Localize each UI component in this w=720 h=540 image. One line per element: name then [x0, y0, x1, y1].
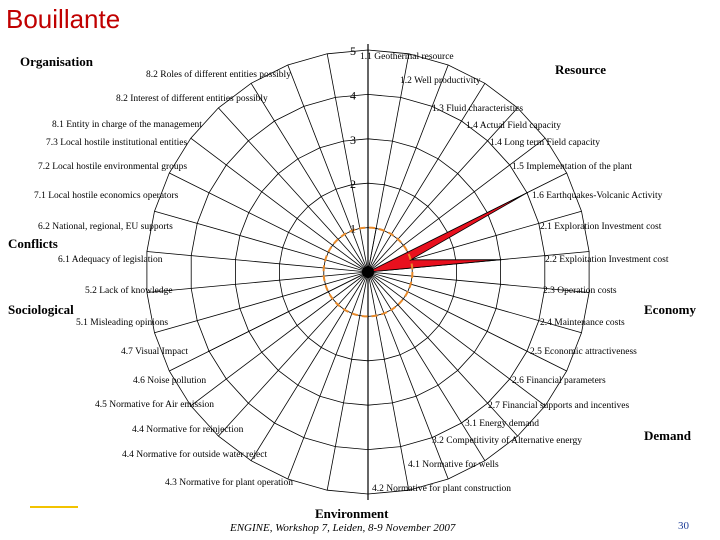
data-point	[500, 259, 502, 261]
axis-label: 6.2 National, regional, EU supports	[38, 222, 173, 232]
axis-label: 1.4 Actual Field capacity	[466, 121, 561, 131]
axis-label: 4.3 Normative for plant operation	[165, 478, 293, 488]
axis-label: 1.3 Fluid characteristics	[432, 104, 524, 114]
axis-label: 1.2 Well productivity	[400, 76, 481, 86]
axis-spoke	[368, 108, 518, 272]
axis-label: 7.2 Local hostile environmental groups	[38, 162, 188, 172]
axis-label: 7.1 Local hostile economics operators	[34, 191, 179, 201]
ring-tick-label: 2	[350, 177, 356, 192]
axis-label: 4.4 Normative for reinjection	[132, 425, 244, 435]
category-organisation: Organisation	[20, 54, 93, 69]
axis-spoke	[147, 252, 368, 273]
ring-tick-label: 4	[350, 88, 356, 103]
page-number: 30	[678, 520, 689, 532]
axis-label: 2.6 Financial parameters	[512, 376, 606, 386]
axis-spoke	[191, 272, 368, 406]
category-sociological: Sociological	[8, 302, 74, 317]
axis-label: 2.4 Maintenance costs	[540, 318, 625, 328]
axis-label: 1.1 Geothermal resource	[360, 52, 454, 62]
axis-label: 2.3 Operation costs	[543, 286, 617, 296]
axis-spoke	[288, 272, 368, 479]
axis-label: 8.2 Roles of different entities possibly	[146, 70, 291, 80]
axis-label: 4.5 Normative for Air emission	[95, 400, 214, 410]
axis-label: 3.1 Energy demand	[465, 419, 539, 429]
data-point	[375, 228, 377, 230]
axis-spoke	[169, 173, 368, 272]
axis-label: 4.7 Visual Impact	[121, 347, 189, 357]
page-title: Bouillante	[6, 4, 121, 34]
axis-label: 2.1 Exploration Investment cost	[540, 222, 662, 232]
axis-spoke	[218, 108, 368, 272]
axis-label: 1.4 Long term Field capacity	[490, 138, 601, 148]
category-environment: Environment	[315, 506, 389, 521]
footer-text: ENGINE, Workshop 7, Leiden, 8-9 November 2007	[230, 522, 456, 534]
category-demand: Demand	[644, 428, 691, 443]
category-economy: Economy	[644, 302, 696, 317]
ring-tick-label: 5	[350, 44, 356, 58]
category-resource: Resource	[555, 62, 607, 77]
axis-label: 4.4 Normative for outside water reject	[122, 450, 268, 460]
axis-spoke	[368, 272, 448, 479]
axis-label: 2.7 Financial supports and incentives	[488, 401, 630, 411]
ring-tick-label: 1	[350, 221, 356, 236]
axis-label: 3.2 Competitivity of Alternative energy	[432, 436, 582, 446]
axis-label: 8.1 Entity in charge of the management	[52, 120, 202, 130]
axis-spoke	[147, 272, 368, 293]
axis-label: 8.2 Interest of different entities possibly	[116, 94, 268, 104]
axis-label: 1.5 Implementation of the plant	[512, 162, 633, 172]
axis-label: 4.1 Normative for wells	[408, 460, 499, 470]
axis-label: 2.5 Economic attractiveness	[530, 347, 637, 357]
data-point	[526, 192, 528, 194]
ring-tick-label: 3	[350, 132, 356, 147]
axis-label: 5.1 Misleading opinions	[76, 318, 169, 328]
axis-spoke	[368, 138, 545, 272]
category-conflicts: Conflicts	[8, 236, 58, 251]
data-point	[208, 350, 210, 352]
axis-label: 7.3 Local hostile institutional entities	[46, 138, 188, 148]
axis-label: 2.2 Exploitation Investment cost	[545, 255, 669, 265]
axis-label: 4.2 Normative for plant construction	[372, 484, 512, 494]
axis-label: 6.1 Adequacy of legislation	[58, 255, 163, 265]
axis-label: 5.2 Lack of knowledge	[85, 286, 173, 296]
decorative-bar	[30, 506, 78, 508]
axis-label: 1.6 Earthquakes-Volcanic Activity	[532, 191, 663, 201]
axis-spoke	[191, 138, 368, 272]
center-hub	[362, 266, 374, 278]
axis-label: 4.6 Noise pollution	[133, 376, 207, 386]
axis-spoke	[218, 272, 368, 436]
